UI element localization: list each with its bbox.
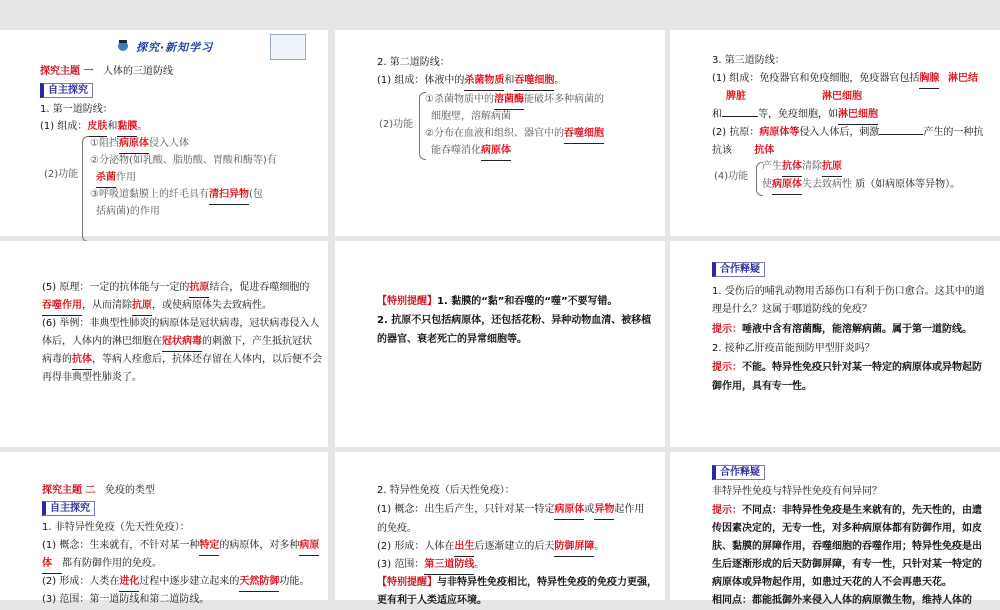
function-label: (2)功能 bbox=[44, 169, 79, 180]
note-line-3: 的器官、衰老死亡的异常细胞等。 bbox=[377, 334, 527, 345]
line-third-defense: 3. 第三道防线： bbox=[712, 55, 785, 66]
note-specific: 【特别提醒】与非特异性免疫相比，特异性免疫的免疫力更强， bbox=[377, 577, 657, 588]
slide-5-special-note bbox=[335, 241, 665, 447]
answer-spleen: 脾脏 bbox=[726, 91, 746, 102]
line-example-3: 病毒的抗体，等病人痊愈后，抗体还存留在人体内，以后便不会 bbox=[42, 351, 322, 370]
compare-answer-6: 相同点：都能抵御外来侵入人体的病原微生物，维持人体的 bbox=[712, 595, 972, 606]
func-item-2b: 杀菌作用 bbox=[96, 169, 136, 188]
func3-item-1: 产生抗体清除抗原 bbox=[762, 158, 842, 177]
answer-lymph-node: 淋巴结 bbox=[948, 73, 978, 84]
func2-item-1: ①杀菌物质中的溶菌酶能破坏多种病菌的 bbox=[425, 91, 604, 110]
self-explore-tag-2: 自主探究 bbox=[42, 500, 95, 518]
line-antigen: (2) 抗原：病原体等侵入人体后，刺激 产生的一种抗 bbox=[712, 127, 984, 138]
line-organs: 和 等，免疫细胞，如淋巴细胞 bbox=[712, 106, 878, 125]
line-specific-scope: (3) 范围：第三道防线。 bbox=[377, 556, 484, 575]
line-composition-2: (1) 组成：体液中的杀菌物质和吞噬细胞。 bbox=[377, 72, 564, 91]
func2-item-2: ②分布在血液和组织、器官中的吞噬细胞 bbox=[425, 125, 604, 144]
compare-question: 非特异性免疫与特异性免疫有何异同？ bbox=[712, 486, 882, 497]
compare-answer-5: 病原体或异物起作用，如患过天花的人不会再患天花。 bbox=[712, 577, 952, 588]
line-second-defense: 2. 第二道防线： bbox=[377, 57, 450, 68]
slide-4-principle bbox=[0, 241, 328, 447]
line-nonspecific: 1. 非特异性免疫（先天性免疫）： bbox=[42, 522, 190, 533]
cooperate-tag: 合作释疑 bbox=[712, 261, 765, 279]
line-example: (6) 举例：非典型性肺炎的病原体是冠状病毒，冠状病毒侵入人 bbox=[42, 318, 320, 329]
function-label-2: (2)功能 bbox=[379, 119, 414, 130]
question-2: 2. 接种乙肝疫苗能预防甲型肝炎吗？ bbox=[712, 343, 875, 354]
line-example-2: 体后，人体内的淋巴细胞在冠状病毒的刺激下，产生抵抗冠状 bbox=[42, 333, 312, 352]
func-item-1: ①阻挡病原体侵入人体 bbox=[90, 135, 189, 154]
answer-lymphocyte: 淋巴细胞 bbox=[822, 91, 862, 102]
line-formation: (2) 形成：人类在进化过程中逐步建立起来的天然防御功能。 bbox=[42, 573, 309, 592]
answer-1: 提示：唾液中含有溶菌酶，能溶解病菌。属于第一道防线。 bbox=[712, 324, 972, 335]
slide-3-third-defense bbox=[670, 30, 1000, 236]
compare-answer-1: 提示：不同点：非特异性免疫是生来就有的，先天性的，由遗 bbox=[712, 505, 982, 516]
func-item-3b: 括病菌)的作用 bbox=[96, 206, 160, 217]
answer-2: 提示：不能。特异性免疫只针对某一特定的病原体或异物起防 bbox=[712, 362, 982, 373]
slide-7-immunity-types bbox=[0, 452, 328, 605]
note-specific-2: 更有利于人类适应环境。 bbox=[377, 595, 487, 606]
answer-2b: 御作用，具有专一性。 bbox=[712, 381, 812, 392]
line-composition: (1) 组成：皮肤和黏膜。 bbox=[40, 118, 147, 137]
function-label-3: (4)功能 bbox=[714, 171, 749, 182]
func-item-3: ③呼吸道黏膜上的纤毛具有清扫异物(包 bbox=[90, 186, 263, 205]
self-explore-tag: 自主探究 bbox=[40, 82, 93, 100]
compare-answer-4: 生后逐渐形成的后天防御屏障，有专一性，只针对某一特定的 bbox=[712, 559, 982, 570]
compare-answer-3: 肤、黏膜的屏障作用，吞噬细胞的吞噬作用；特异性免疫是出 bbox=[712, 541, 982, 552]
note-line-2: 2. 抗原不只包括病原体，还包括花粉、异种动物血清、被移植 bbox=[377, 315, 652, 326]
line-principle: (5) 原理：一定的抗体能与一定的抗原结合，促进吞噬细胞的 bbox=[42, 279, 309, 298]
slide-6-cooperate bbox=[670, 241, 1000, 447]
slide-2-second-defense bbox=[335, 30, 665, 236]
cooperate-tag-2: 合作释疑 bbox=[712, 464, 765, 482]
topic-heading-2: 探究主题 二 免疫的类型 bbox=[42, 485, 156, 496]
note-line-1: 【特别提醒】1. 黏膜的“黏”和吞噬的“噬”不要写错。 bbox=[377, 296, 618, 307]
func2-item-1b: 细胞壁，溶解病菌 bbox=[431, 111, 511, 122]
line-scope: (3) 范围：第一道防线和第二道防线。 bbox=[42, 594, 210, 605]
banner-icon bbox=[116, 38, 130, 59]
question-1b: 理是什么？这属于哪道防线的免疫？ bbox=[712, 304, 872, 315]
line-specific: 2. 特异性免疫（后天性免疫）： bbox=[377, 485, 515, 496]
line-specific-concept-2: 的免疫。 bbox=[377, 523, 417, 534]
line-first-defense: 1. 第一道防线： bbox=[40, 104, 113, 115]
slide-8-specific bbox=[335, 452, 665, 606]
line-specific-formation: (2) 形成：人体在出生后逐渐建立的后天防御屏障。 bbox=[377, 538, 604, 557]
line-concept: (1) 概念：生来就有，不针对某一种特定的病原体，对多种病原 bbox=[42, 537, 319, 556]
slide-1-first-defense bbox=[0, 30, 328, 236]
slide-9-compare bbox=[670, 452, 1000, 606]
topic-heading: 探究主题 一 人体的三道防线 bbox=[40, 66, 174, 77]
section-banner: 探究·新知学习 bbox=[136, 41, 214, 54]
question-1: 1. 受伤后的哺乳动物用舌舔伤口有利于伤口愈合。这其中的道 bbox=[712, 286, 985, 297]
compare-answer-2: 传因素决定的，无专一性，对多种病原体都有防御作用，如皮 bbox=[712, 523, 982, 534]
func-item-2: ②分泌物(如乳酸、脂肪酸、胃酸和酶等)有 bbox=[90, 155, 277, 166]
line-example-4: 再得非典型性肺炎了。 bbox=[42, 372, 142, 383]
func2-item-2b: 能吞噬消化病原体 bbox=[431, 142, 511, 161]
func3-item-2: 使病原体失去致病性 质（如病原体等异物）。 bbox=[762, 176, 960, 195]
line-concept-2: 体 都有防御作用的免疫。 bbox=[42, 555, 162, 574]
line-specific-concept: (1) 概念：出生后产生，只针对某一特定病原体或异物起作用 bbox=[377, 501, 644, 520]
line-antibody: 抗该 抗体 bbox=[712, 145, 775, 156]
line-principle-2: 吞噬作用，从而清除抗原，或使病原体失去致病性。 bbox=[42, 297, 272, 316]
line-composition-3: (1) 组成：免疫器官和免疫细胞，免疫器官包括胸腺 bbox=[712, 70, 939, 89]
